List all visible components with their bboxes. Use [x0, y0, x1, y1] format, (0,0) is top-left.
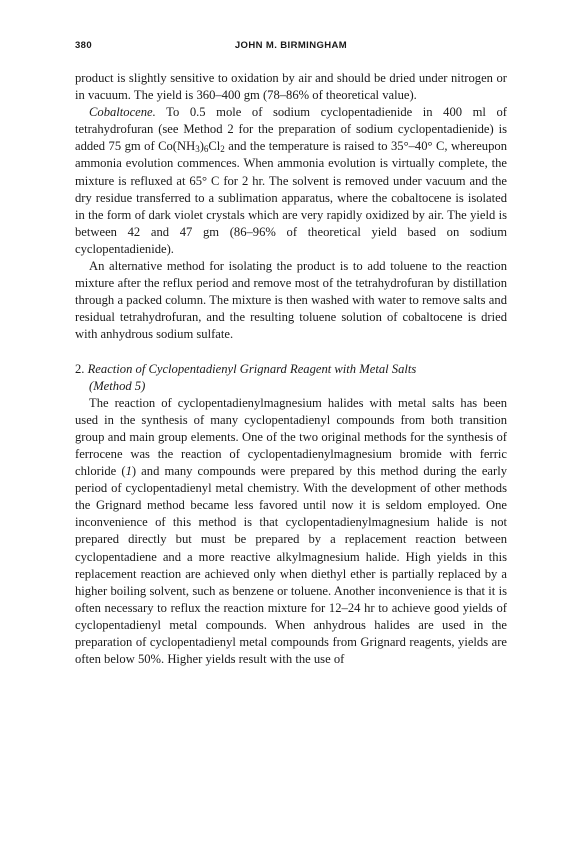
cobaltocene-text-b: )	[199, 139, 204, 154]
section-method: (Method 5)	[89, 378, 146, 393]
cobaltocene-text-c: Cl	[208, 139, 221, 154]
running-head	[75, 40, 507, 56]
subscript-6: 6	[203, 144, 209, 155]
grignard-text-b: ) and many compounds were prepared by this method during the early period of cyclopentadienyl metal chemistry. With the development of other methods the Grignard method became less favored until now it is seldom employed. One inconvenience of this method is that cyclopentadienylmagnesium halide is not prepared directly but must be prepared by a replacement reaction between cyclopentadiene and a more reactive alkylmagnesium halide. High yields in this replacement reaction are achieved only when diethyl ether is partially replaced by a higher boiling solvent, such as benzene or toluene. Another inconvenience is that it is often necessary to reflux the reaction mixture for 12–24 hr to achieve good yields of cyclopentadienyl metal compounds. When anhydrous halides are used in the preparation of cyclopentadienyl metal compounds from Grignard reagents, yields are often below 50%. Higher yields result with the use of	[75, 464, 508, 667]
subscript-nh3: 3	[195, 144, 200, 155]
section-number: 2.	[75, 361, 85, 376]
cobaltocene-label: Cobaltocene.	[89, 105, 156, 120]
cobaltocene-text-a: To 0.5 mole of sodium cyclopentadienide in 400 ml of tetrahydrofuran (see Method 2 for the preparation of sodium cyclopentadienide) is added 75 gm of Co(NH	[75, 105, 507, 154]
page-number: 380	[75, 40, 93, 51]
grignard-text-a: The reaction of cyclopentadienylmagnesium halides with metal salts has been used in the synthesis of many cyclopentadienyl compounds from both transition group and main group elements. One of the two original methods for the synthesis of ferrocene was the reaction of cyclopentadienylmagnesium bromide with ferric chloride (	[75, 395, 507, 479]
paragraph-alternative-method: An alternative method for isolating the product is to add toluene to the reaction mixture after the reflux period and remove most of the tetrahydrofuran by distillation through a packed column. The mixture is then washed with water to remove salts and residual tetrahydrofuran, and the resulting toluene solution of cobaltocene is dried with anhydrous sodium sulfate.	[75, 259, 507, 342]
running-head-author: JOHN M. BIRMINGHAM	[234, 40, 348, 51]
section-heading	[75, 361, 507, 395]
paragraph-drying: product is slightly sensitive to oxidation by air and should be dried under nitrogen or in vacuum. The yield is 360–400 gm (78–86% of theoretical value).	[75, 71, 507, 103]
cobaltocene-text-d: and the temperature is raised to 35°–40° C, whereupon ammonia evolution commences. When ammonia evolution is virtually complete, the mixture is refluxed at 65° C for 2 hr. The solvent is removed under vacuum and the dry residue transferred to a sublimation apparatus, where the cobaltocene is isolated in the form of dark violet crystals which are very rapidly oxidized by air. The yield is between 42 and 47 gm (86–96% of theoretical yield based on sodium cyclopentadienide).	[75, 139, 507, 256]
subscript-cl2: 2	[220, 144, 225, 155]
section-title: Reaction of Cyclopentadienyl Grignard Reagent with Metal Salts	[87, 361, 417, 376]
paragraph-cobaltocene	[75, 104, 507, 258]
paragraph-grignard	[75, 395, 507, 669]
reference-number: 1	[125, 464, 132, 479]
book-page	[75, 40, 507, 668]
